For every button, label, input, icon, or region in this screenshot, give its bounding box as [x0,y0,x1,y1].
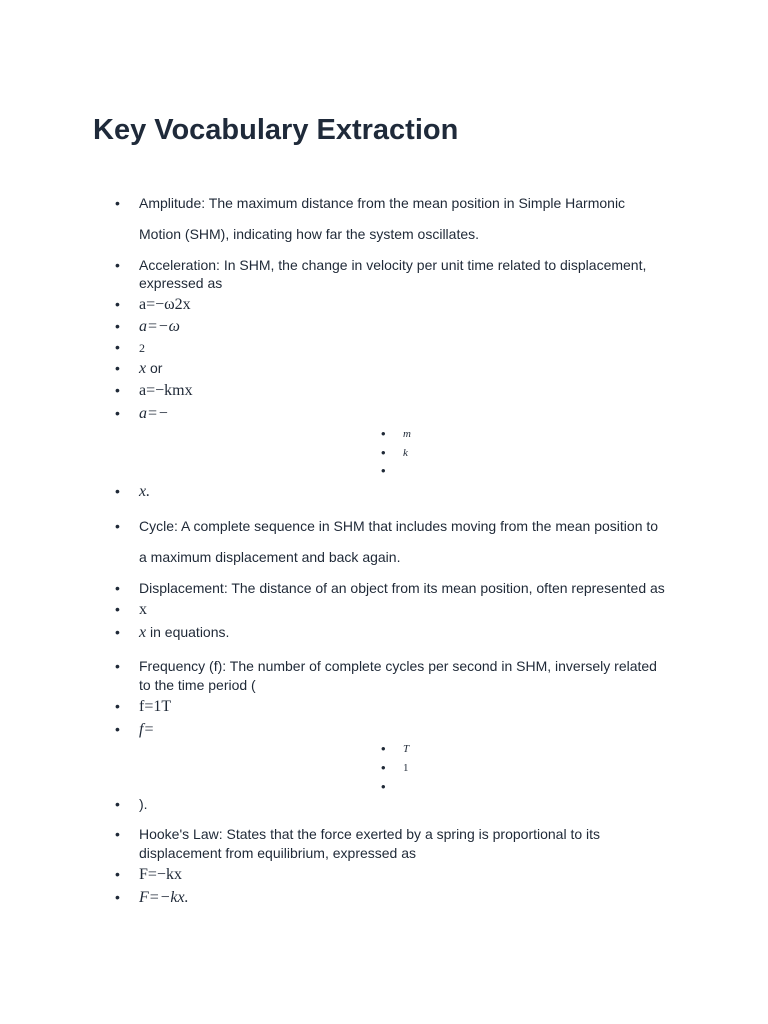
math-item [139,720,154,739]
fraction-numerator: • T [403,741,409,757]
list-item-hookes-law: • Hooke's Law: States that the force exerted by a spring is proportional to its [139,825,600,844]
math-item [139,482,150,501]
list-item-frequency-end: • ). [139,795,148,814]
math-item [139,338,145,358]
list-item-frequency-cont: to the time period ( [139,677,256,693]
list-item-cycle: • Cycle: A complete sequence in SHM that includes moving from the mean position to [139,517,658,536]
list-item-frequency: • Frequency (f): The number of complete cycles per second in SHM, inversely related [139,657,657,676]
math-text: f=1T [139,698,172,715]
list-item-cycle-cont: a maximum displacement and back again. [139,549,401,565]
math-item [139,623,229,642]
list-item-amplitude: • Amplitude: The maximum distance from the mean position in Simple Harmonic [139,194,625,213]
math-text: a=−ω2x [139,296,191,313]
math-text: x [139,360,147,377]
math-item [139,381,193,400]
list-item-acceleration: • Acceleration: In SHM, the change in velocity per unit time related to displacement, [139,256,646,275]
math-text: F=−kx [139,866,182,883]
math-text: a=−kmx [139,382,193,399]
math-text: x. [139,483,151,500]
math-item [139,600,147,619]
math-text: F=−kx. [139,889,189,906]
page-title: Key Vocabulary Extraction [93,114,459,146]
math-item [139,295,191,314]
math-item [139,317,180,336]
math-item [139,888,189,907]
text: or [146,360,163,376]
fraction-denominator: • k [403,445,408,461]
list-item-amplitude-cont: Motion (SHM), indicating how far the system oscillates. [139,226,480,242]
fraction-denominator: • 1 [403,760,409,776]
math-text: 2 [139,341,145,355]
math-text: x [139,601,147,618]
math-item [139,359,162,378]
math-text: f= [139,721,155,738]
fraction-numerator: • m [403,426,411,442]
math-text: a=− [139,405,169,422]
list-item-displacement: • Displacement: The distance of an object from its mean position, often represented as [139,579,665,598]
list-item-hookes-law-cont: displacement from equilibrium, expressed as [139,845,417,861]
math-item [139,697,171,716]
text: in equations. [146,624,230,640]
math-text: x [139,624,147,641]
math-item [139,865,182,884]
math-item [139,404,169,423]
math-text: a=−ω [139,318,180,335]
list-item-acceleration-cont: expressed as [139,275,223,291]
